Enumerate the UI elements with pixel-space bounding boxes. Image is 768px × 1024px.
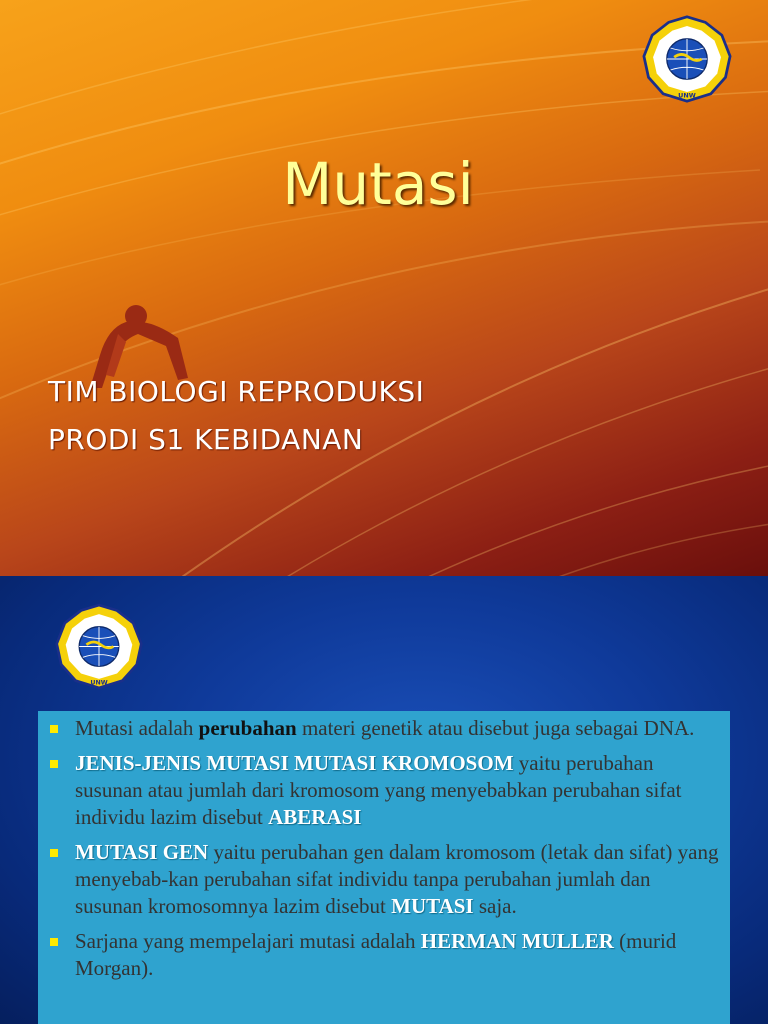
bullet-marker-icon: [50, 938, 58, 946]
bullet-marker-icon: [50, 849, 58, 857]
bullet-item-1: [48, 715, 720, 742]
logo-bottom-text: UNW: [678, 91, 696, 100]
bullet-text: yaitu perubahan gen dalam kromosom (letak dan sifat) yang menyebab-kan perubahan sifat individu tanpa perubahan jumlah dan susunan kromosomnya lazim disebut: [75, 840, 719, 918]
bullet-item-2: [48, 750, 720, 831]
logo-bottom-text: UNW: [90, 679, 108, 687]
bullet-text: saja.: [473, 894, 517, 918]
subtitle-line-2: PRODI S1 KEBIDANAN: [48, 423, 364, 456]
slide-title: Mutasi: [282, 150, 474, 218]
bullet-bold-text: HERMAN MULLER: [420, 929, 614, 953]
university-logo: [54, 603, 144, 690]
subtitle-line-1: TIM BIOLOGI REPRODUKSI: [48, 375, 425, 408]
bullet-bold-text: MUTASI GEN: [75, 840, 209, 864]
bullet-bold-text: MUTASI: [391, 894, 474, 918]
content-box: [38, 711, 730, 1024]
bullet-text: (murid Morgan).: [75, 929, 677, 980]
bullet-list: [38, 711, 730, 982]
bullet-bold-text: JENIS-JENIS MUTASI MUTASI KROMOSOM: [75, 751, 514, 775]
bullet-bold-text: ABERASI: [268, 805, 362, 829]
bullet-text: Mutasi adalah: [75, 716, 199, 740]
bullet-text: materi genetik atau disebut juga sebagai DNA.: [296, 716, 695, 740]
content-slide: [0, 576, 768, 1024]
bullet-text: yaitu perubahan susunan atau jumlah dari kromosom yang menyebabkan perubahan sifat individu lazim disebut: [75, 751, 682, 829]
bullet-bold-text: perubahan: [198, 716, 297, 740]
bullet-marker-icon: [50, 725, 58, 733]
bullet-marker-icon: [50, 760, 58, 768]
bullet-item-4: [48, 928, 720, 982]
bullet-item-3: [48, 839, 720, 920]
university-logo: [641, 15, 733, 103]
bullet-text: Sarjana yang mempelajari mutasi adalah: [75, 929, 421, 953]
slide-subtitle: [48, 368, 424, 464]
